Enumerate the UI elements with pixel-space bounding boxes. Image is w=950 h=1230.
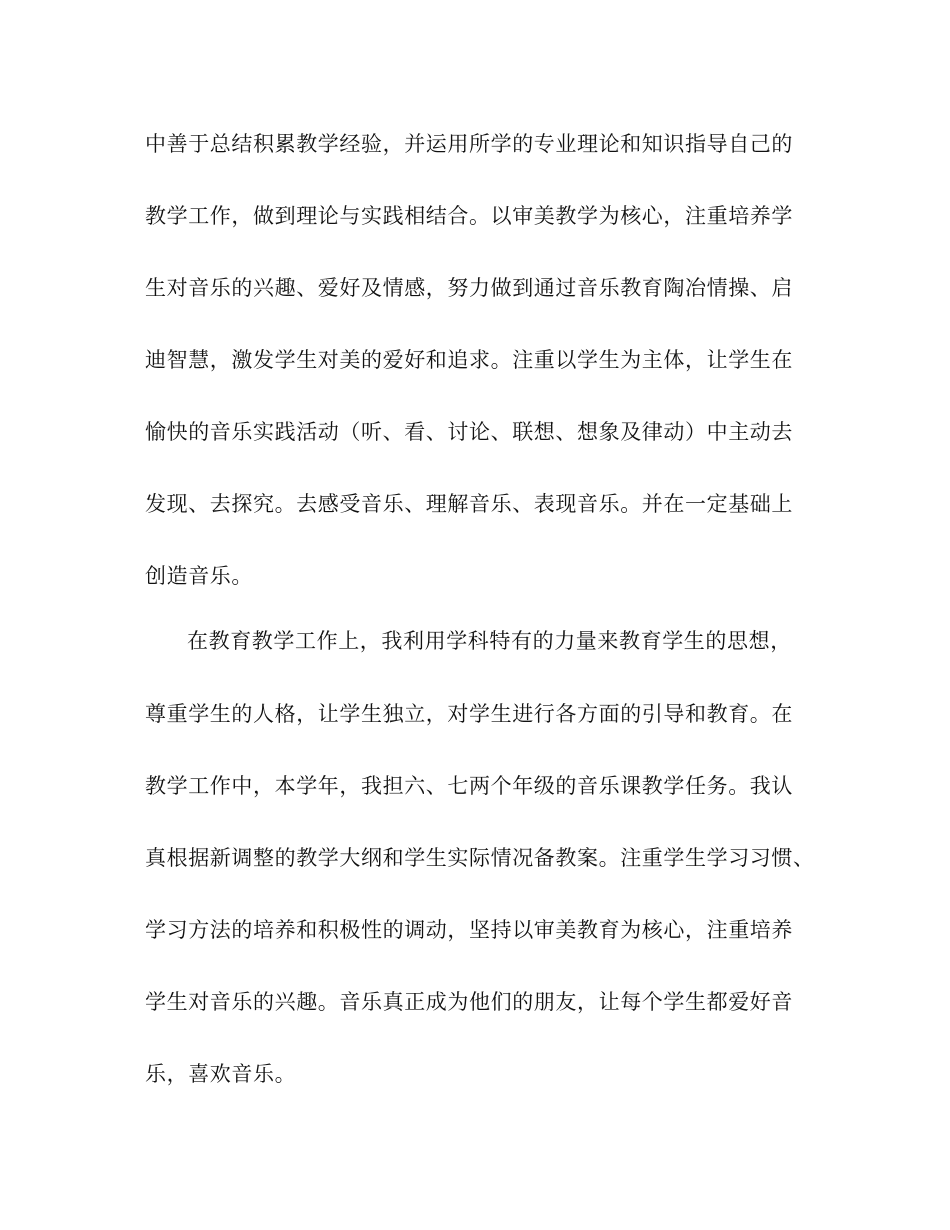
text-line: 教学工作中，本学年，我担六、七两个年级的音乐课教学任务。我认: [145, 774, 793, 798]
text-line: 创造音乐。: [145, 564, 253, 588]
text-line: 愉快的音乐实践活动（听、看、讨论、联想、想象及律动）中主动去: [145, 420, 793, 444]
text-line: 生对音乐的兴趣、爱好及情感，努力做到通过音乐教育陶冶情操、启: [145, 276, 793, 300]
text-line: 中善于总结积累教学经验，并运用所学的专业理论和知识指导自己的: [145, 132, 793, 156]
text-line: 学生对音乐的兴趣。音乐真正成为他们的朋友，让每个学生都爱好音: [145, 990, 793, 1014]
text-line: 发现、去探究。去感受音乐、理解音乐、表现音乐。并在一定基础上: [145, 492, 793, 516]
text-line: 教学工作，做到理论与实践相结合。以审美教学为核心，注重培养学: [145, 204, 793, 228]
text-line: 乐，喜欢音乐。: [145, 1062, 297, 1086]
paragraph-first-line: 在教育教学工作上，我利用学科特有的力量来教育学生的思想，: [187, 629, 792, 653]
text-line: 真根据新调整的教学大纲和学生实际情况备教案。注重学生学习习惯、: [145, 846, 815, 870]
text-line: 尊重学生的人格，让学生独立，对学生进行各方面的引导和教育。在: [145, 702, 793, 726]
text-line: 迪智慧，激发学生对美的爱好和追求。注重以学生为主体，让学生在: [145, 348, 793, 372]
text-line: 学习方法的培养和积极性的调动，坚持以审美教育为核心，注重培养: [145, 918, 793, 942]
